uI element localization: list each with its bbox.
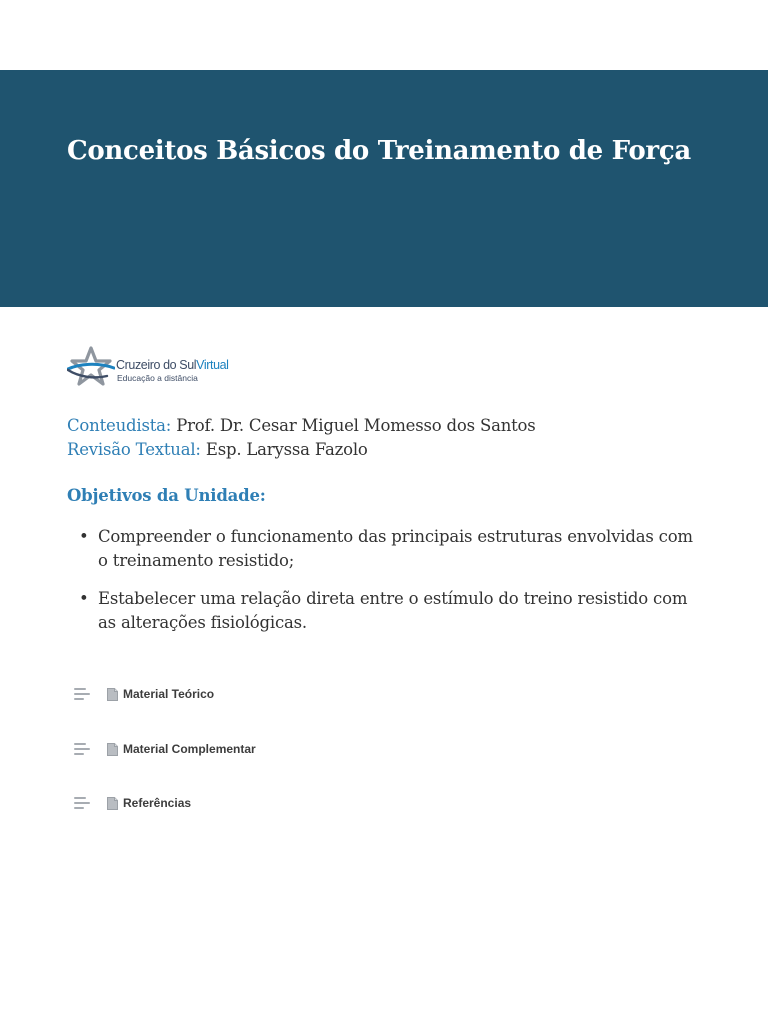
list-item [67,587,707,635]
author-label: Conteudista: [67,416,172,435]
nav-item-label: Referências [123,796,192,810]
nav-item-referencias[interactable] [74,793,191,813]
page-title: Conceitos Básicos do Treinamento de Força [67,136,691,166]
nav-item-label: Material Complementar [123,742,256,756]
title-banner [0,70,768,307]
nav-item-material-complementar[interactable] [74,739,256,759]
objectives-list [67,525,707,649]
menu-lines-icon [74,797,90,809]
author-line [67,414,536,438]
list-item [67,525,707,573]
page-icon [107,688,118,701]
objective-text: Compreender o funcionamento das principais estruturas envolvidas com o treinamento resistido; [98,527,693,570]
logo-tagline: Educação a distância [117,373,198,383]
objective-text: Estabelecer uma relação direta entre o estímulo do treino resistido com as alterações fisiológicas. [98,589,688,632]
bullet-icon: • [79,527,89,546]
cruzeiro-do-sul-logo [67,344,237,390]
star-logo-icon [67,344,115,390]
review-value: Esp. Laryssa Fazolo [205,440,368,459]
page-icon [107,743,118,756]
bullet-icon: • [79,589,89,608]
logo-name: Cruzeiro do SulVirtual [116,358,229,372]
page-icon [107,797,118,810]
nav-item-label: Material Teórico [123,687,215,701]
logo-name-accent: Virtual [196,358,229,372]
review-label: Revisão Textual: [67,440,201,459]
menu-lines-icon [74,743,90,755]
review-line [67,438,536,462]
author-value: Prof. Dr. Cesar Miguel Momesso dos Santos [176,416,536,435]
credits-block [67,414,536,462]
objectives-heading: Objetivos da Unidade: [67,486,266,505]
menu-lines-icon [74,688,90,700]
nav-item-material-teorico[interactable] [74,684,214,704]
